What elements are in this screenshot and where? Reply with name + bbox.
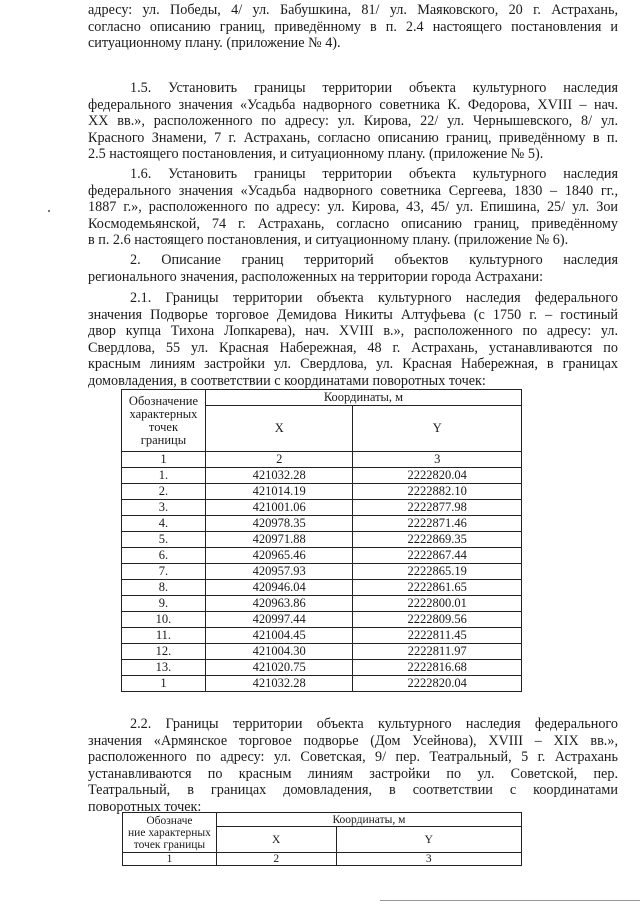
y-coordinate-cell: 2222816.68 xyxy=(353,660,522,676)
y-coordinate-cell: 2222882.10 xyxy=(353,484,522,500)
point-number-cell: 1. xyxy=(122,468,206,484)
y-coordinate-cell: 2222811.97 xyxy=(353,644,522,660)
text-line: 2.5 настоящего постановления, и ситуационному плану. (приложение № 5). xyxy=(88,146,544,163)
text-line: 1887 г.», расположенного по адресу: ул. Кирова, 43, 45/ ул. Епишина, 25/ ул. Зои xyxy=(88,199,618,216)
point-number-cell: 6. xyxy=(122,548,206,564)
paragraph-1-6 xyxy=(88,166,618,249)
y-coordinate-cell: 2222820.04 xyxy=(353,468,522,484)
header-line: характерных xyxy=(129,406,198,421)
coordinates-table-2-1 xyxy=(121,389,522,692)
text-line: в п. 2.6 настоящего постановления, и ситуационному плану. (приложение № 6). xyxy=(88,232,569,249)
point-number-cell: 8. xyxy=(122,580,206,596)
y-coordinate-cell: 2222867.44 xyxy=(353,548,522,564)
text-line: красным линиям застройки ул. Свердлова, ул. Красная Набережная, в границах xyxy=(88,356,618,373)
header-y: Y xyxy=(353,406,522,452)
y-coordinate-cell: 2222869.35 xyxy=(353,532,522,548)
header-line: Обозначение xyxy=(128,393,198,408)
x-coordinate-cell: 420978.35 xyxy=(205,516,353,532)
y-coordinate-cell: 2222871.46 xyxy=(353,516,522,532)
text-line: значения Подворье торговое Демидова Никиты Алтуфьева (с 1750 г. – гостиный xyxy=(88,306,618,323)
header-x: X xyxy=(205,406,353,452)
header-coordinates: Координаты, м xyxy=(205,390,521,406)
y-coordinate-cell: 2222820.04 xyxy=(353,676,522,692)
header-points xyxy=(123,813,217,853)
text-line: 2. Описание границ территорий объектов культурного наследия xyxy=(130,252,618,268)
text-line: 1.6. Установить границы территории объекта культурного наследия xyxy=(130,166,618,182)
x-coordinate-cell: 420965.46 xyxy=(205,548,353,564)
x-coordinate-cell: 420963.86 xyxy=(205,596,353,612)
header-coordinates: Координаты, м xyxy=(216,813,521,827)
text-line: Красного Знамени, 7 г. Астрахань, согласно описанию границ, приведённому в п. xyxy=(88,129,618,146)
y-coordinate-cell: 2222861.65 xyxy=(353,580,522,596)
column-number: 3 xyxy=(336,853,521,866)
text-line: Космодемьянской, 74 г. Астрахань, согласно описанию границ, приведённому xyxy=(88,215,618,232)
table-row xyxy=(122,500,522,516)
point-number-cell: 13. xyxy=(122,660,206,676)
header-line: точек границы xyxy=(133,838,206,851)
table-row xyxy=(122,676,522,692)
table-row xyxy=(122,548,522,564)
text-line: федерального значения «Усадьба надворного советника Сергеева, 1830 – 1840 гг., xyxy=(88,182,618,199)
text-line: расположенного по адресу: ул. Советская, 9/ пер. Театральный, 5 г. Астрахань xyxy=(88,749,618,766)
x-coordinate-cell: 421032.28 xyxy=(205,468,353,484)
x-coordinate-cell: 421001.06 xyxy=(205,500,353,516)
header-points xyxy=(122,390,206,452)
x-coordinate-cell: 421014.19 xyxy=(205,484,353,500)
x-coordinate-cell: 421020.75 xyxy=(205,660,353,676)
header-line: точек xyxy=(148,419,179,434)
scan-speck xyxy=(48,210,50,212)
text-line: федерального значения «Усадьба надворного советника К. Федорова, XVIII – нач. xyxy=(88,96,618,113)
coordinates-rows xyxy=(122,468,522,692)
point-number-cell: 3. xyxy=(122,500,206,516)
paragraph-2 xyxy=(88,252,618,285)
column-number: 1 xyxy=(122,452,206,468)
x-coordinate-cell: 420957.93 xyxy=(205,564,353,580)
header-line: ние характерных xyxy=(128,826,211,839)
table-row xyxy=(122,532,522,548)
coordinates-table-2-2 xyxy=(122,812,522,866)
text-line: поворотных точек: xyxy=(88,798,202,815)
y-coordinate-cell: 2222811.45 xyxy=(353,628,522,644)
text-line: 1.5. Установить границы территории объекта культурного наследия xyxy=(130,80,618,96)
point-number-cell: 11. xyxy=(122,628,206,644)
text-line: регионального значения, расположенных на территории города Астрахани: xyxy=(88,268,544,285)
point-number-cell: 7. xyxy=(122,564,206,580)
column-number: 3 xyxy=(353,452,522,468)
x-coordinate-cell: 421004.30 xyxy=(205,644,353,660)
header-y: Y xyxy=(336,827,521,853)
table-row xyxy=(122,660,522,676)
column-number: 2 xyxy=(216,853,336,866)
y-coordinate-cell: 2222800.01 xyxy=(353,596,522,612)
header-x: X xyxy=(216,827,336,853)
x-coordinate-cell: 420997.44 xyxy=(205,612,353,628)
y-coordinate-cell: 2222865.19 xyxy=(353,564,522,580)
column-number: 2 xyxy=(205,452,353,468)
table-row xyxy=(122,516,522,532)
table-row xyxy=(122,612,522,628)
x-coordinate-cell: 421032.28 xyxy=(205,676,353,692)
column-number: 1 xyxy=(123,853,217,866)
y-coordinate-cell: 2222877.98 xyxy=(353,500,522,516)
point-number-cell: 5. xyxy=(122,532,206,548)
text-line: двор купца Тихона Лопкарева), нач. XVIII в.», расположенного по адресу: ул. xyxy=(88,323,618,340)
text-line: значения «Армянское торговое подворье (Дом Усейнова), XVIII – XIX вв.», xyxy=(88,732,618,749)
table-row xyxy=(122,484,522,500)
text-line: XX вв.», расположенного по адресу: ул. Кирова, 22/ ул. Чернышевского, 8/ ул. xyxy=(88,113,618,130)
point-number-cell: 10. xyxy=(122,612,206,628)
header-line: границы xyxy=(140,432,187,447)
paragraph-1-4-continuation xyxy=(88,2,618,52)
text-line: согласно описанию границ, приведённому в п. 2.4 настоящего постановления и xyxy=(88,18,618,35)
text-line: 2.1. Границы территории объекта культурного наследия федерального xyxy=(130,290,618,306)
point-number-cell: 1 xyxy=(122,676,206,692)
scan-edge-line xyxy=(380,900,640,901)
point-number-cell: 9. xyxy=(122,596,206,612)
table-row xyxy=(122,628,522,644)
header-line: Обозначе xyxy=(146,814,193,827)
point-number-cell: 12. xyxy=(122,644,206,660)
paragraph-1-5 xyxy=(88,80,618,163)
x-coordinate-cell: 420946.04 xyxy=(205,580,353,596)
x-coordinate-cell: 421004.45 xyxy=(205,628,353,644)
text-line: домовладения, в соответствии с координатами поворотных точек: xyxy=(88,372,486,389)
text-line: Театральный, в границах домовладения, в соответствии с координатами xyxy=(88,782,618,799)
table-row xyxy=(122,564,522,580)
paragraph-2-1 xyxy=(88,290,618,390)
table-row xyxy=(122,596,522,612)
paragraph-2-2 xyxy=(88,716,618,816)
point-number-cell: 4. xyxy=(122,516,206,532)
text-line: 2.2. Границы территории объекта культурного наследия федерального xyxy=(130,716,618,732)
x-coordinate-cell: 420971.88 xyxy=(205,532,353,548)
text-line: Свердлова, 55 ул. Красная Набережная, 48 г. Астрахань, устанавливаются по xyxy=(88,339,618,356)
text-line: устанавливаются по красным линиям застройки по ул. Советской, пер. xyxy=(88,765,618,782)
text-line: ситуационному плану. (приложение № 4). xyxy=(88,35,341,52)
table-row xyxy=(122,580,522,596)
table-row xyxy=(122,468,522,484)
point-number-cell: 2. xyxy=(122,484,206,500)
table-row xyxy=(122,644,522,660)
text-line: адресу: ул. Победы, 4/ ул. Бабушкина, 81/ ул. Маяковского, 20 г. Астрахань, xyxy=(88,2,618,18)
y-coordinate-cell: 2222809.56 xyxy=(353,612,522,628)
